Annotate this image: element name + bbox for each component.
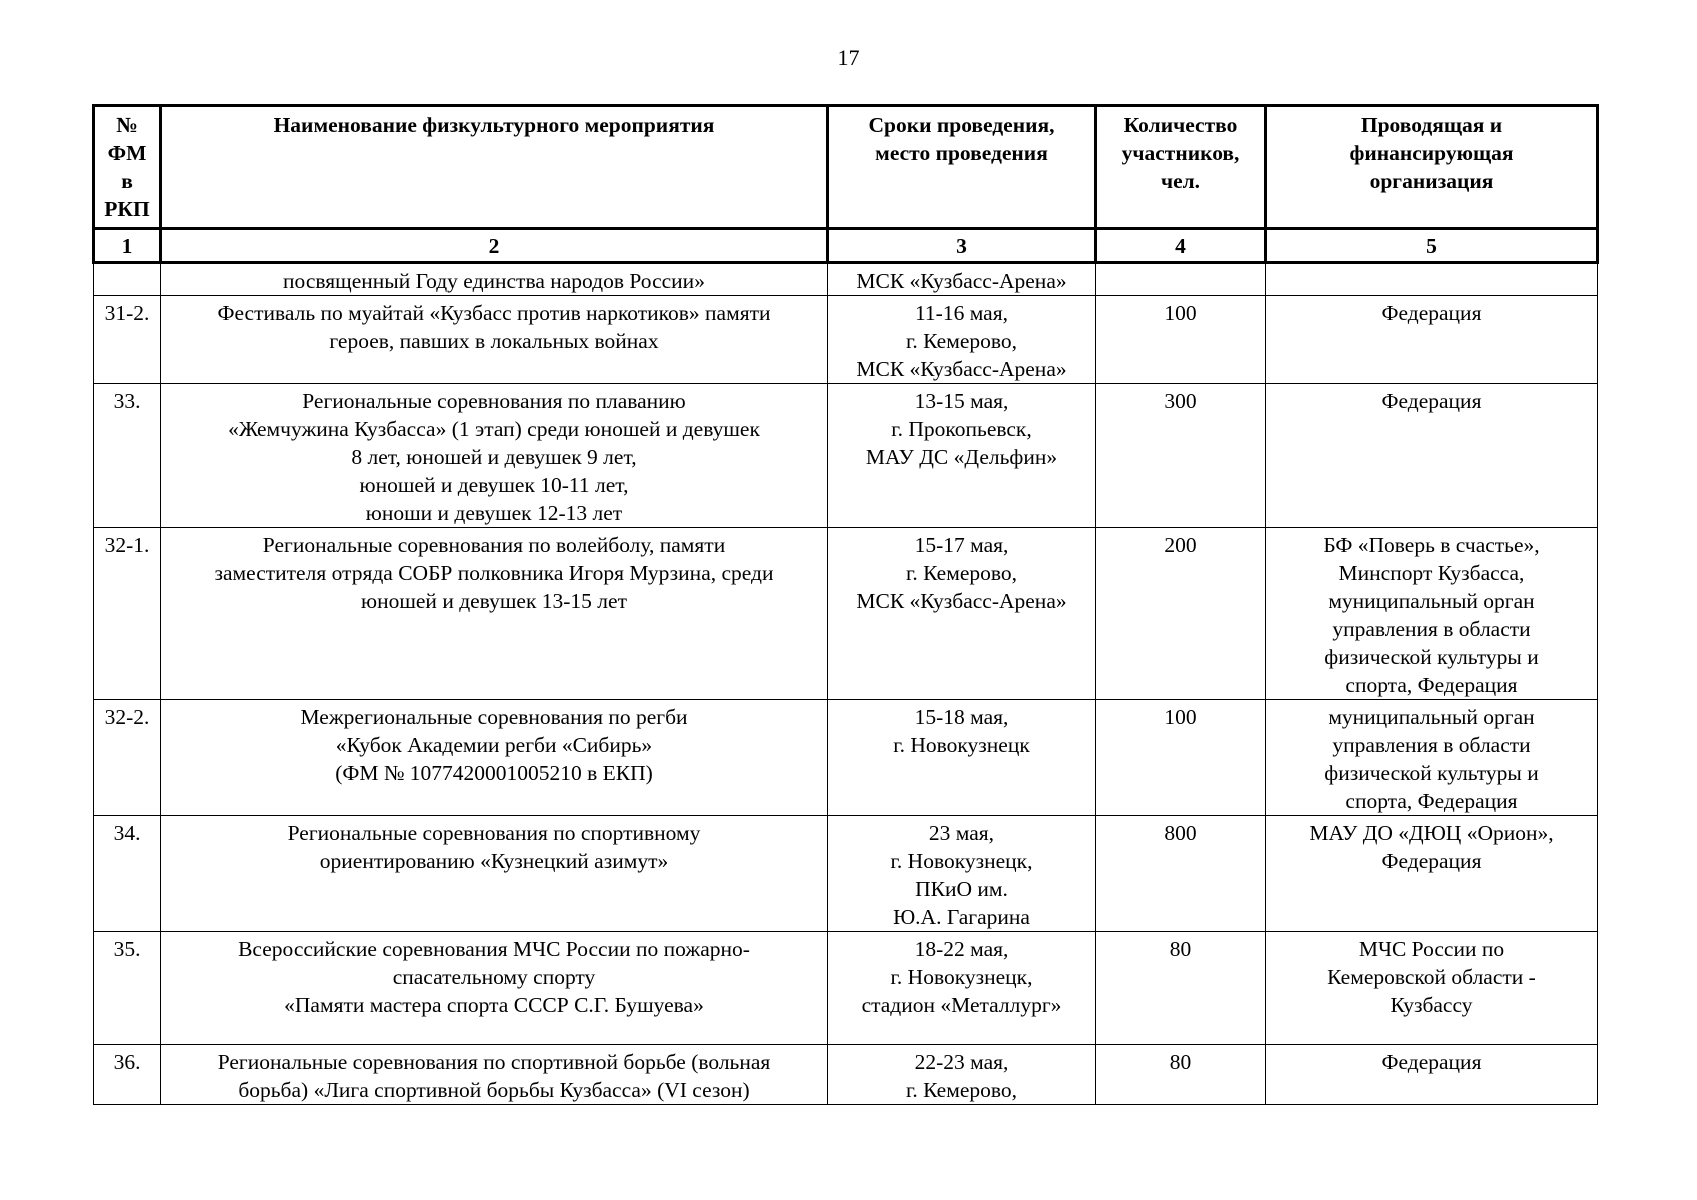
- event-name: посвященный Году единства народов России»: [161, 263, 828, 296]
- table-row: [94, 700, 1598, 816]
- header-event-name: Наименование физкультурного мероприятия: [161, 106, 828, 229]
- event-organization: Федерация: [1266, 1045, 1598, 1105]
- event-dates-place: 15-17 мая, г. Кемерово, МСК «Кузбасс-Арена»: [828, 528, 1096, 700]
- event-participants: 300: [1096, 384, 1266, 528]
- event-organization: БФ «Поверь в счастье», Минспорт Кузбасса, муниципальный орган управления в области физической культуры и спорта, Федерация: [1266, 528, 1598, 700]
- header-participants: Количество участников, чел.: [1096, 106, 1266, 229]
- row-number: 32-1.: [94, 528, 161, 700]
- column-number: 4: [1096, 229, 1266, 263]
- event-participants: 100: [1096, 296, 1266, 384]
- event-name: Региональные соревнования по спортивному ориентированию «Кузнецкий азимут»: [161, 816, 828, 932]
- header-dates-place: Сроки проведения, место проведения: [828, 106, 1096, 229]
- table-row: [94, 384, 1598, 528]
- row-number: 34.: [94, 816, 161, 932]
- table-row: [94, 1045, 1598, 1105]
- event-name: Региональные соревнования по спортивной борьбе (вольная борьба) «Лига спортивной борьбы Кузбасса» (VI сезон): [161, 1045, 828, 1105]
- table-row: [94, 263, 1598, 296]
- column-numbers-row: [94, 229, 1598, 263]
- event-organization: МАУ ДО «ДЮЦ «Орион», Федерация: [1266, 816, 1598, 932]
- table-row: [94, 932, 1598, 1045]
- event-dates-place: 13-15 мая, г. Прокопьевск, МАУ ДС «Дельфин»: [828, 384, 1096, 528]
- row-number: [94, 263, 161, 296]
- event-participants: 200: [1096, 528, 1266, 700]
- event-participants: 80: [1096, 1045, 1266, 1105]
- event-organization: [1266, 263, 1598, 296]
- row-number: 35.: [94, 932, 161, 1045]
- column-number: 5: [1266, 229, 1598, 263]
- event-organization: МЧС России по Кемеровской области - Кузбассу: [1266, 932, 1598, 1045]
- event-dates-place: 18-22 мая, г. Новокузнецк, стадион «Металлург»: [828, 932, 1096, 1045]
- event-name: Межрегиональные соревнования по регби «Кубок Академии регби «Сибирь» (ФМ № 1077420001005210 в ЕКП): [161, 700, 828, 816]
- header-number: № ФМ в РКП: [94, 106, 161, 229]
- table-row: [94, 816, 1598, 932]
- page-number: 17: [837, 45, 860, 70]
- table-header-row: [94, 106, 1598, 229]
- event-dates-place: 22-23 мая, г. Кемерово,: [828, 1045, 1096, 1105]
- event-participants: [1096, 263, 1266, 296]
- event-dates-place: 23 мая, г. Новокузнецк, ПКиО им. Ю.А. Гагарина: [828, 816, 1096, 932]
- event-dates-place: 15-18 мая, г. Новокузнецк: [828, 700, 1096, 816]
- table-row: [94, 528, 1598, 700]
- event-organization: Федерация: [1266, 296, 1598, 384]
- event-organization: муниципальный орган управления в области физической культуры и спорта, Федерация: [1266, 700, 1598, 816]
- events-table: [92, 104, 1599, 1105]
- row-number: 32-2.: [94, 700, 161, 816]
- row-number: 31-2.: [94, 296, 161, 384]
- column-number: 1: [94, 229, 161, 263]
- event-name: Региональные соревнования по плаванию «Жемчужина Кузбасса» (1 этап) среди юношей и девушек 8 лет, юношей и девушек 9 лет, юношей и девушек 10-11 лет, юноши и девушек 12-13 лет: [161, 384, 828, 528]
- event-name: Всероссийские соревнования МЧС России по пожарно- спасательному спорту «Памяти мастера спорта СССР С.Г. Бушуева»: [161, 932, 828, 1045]
- event-dates-place: МСК «Кузбасс-Арена»: [828, 263, 1096, 296]
- event-dates-place: 11-16 мая, г. Кемерово, МСК «Кузбасс-Арена»: [828, 296, 1096, 384]
- row-number: 33.: [94, 384, 161, 528]
- table-row: [94, 296, 1598, 384]
- event-participants: 800: [1096, 816, 1266, 932]
- header-organization: Проводящая и финансирующая организация: [1266, 106, 1598, 229]
- row-number: 36.: [94, 1045, 161, 1105]
- event-organization: Федерация: [1266, 384, 1598, 528]
- event-participants: 100: [1096, 700, 1266, 816]
- event-name: Фестиваль по муайтай «Кузбасс против наркотиков» памяти героев, павших в локальных войнах: [161, 296, 828, 384]
- column-number: 3: [828, 229, 1096, 263]
- event-participants: 80: [1096, 932, 1266, 1045]
- column-number: 2: [161, 229, 828, 263]
- event-name: Региональные соревнования по волейболу, памяти заместителя отряда СОБР полковника Игоря Мурзина, среди юношей и девушек 13-15 лет: [161, 528, 828, 700]
